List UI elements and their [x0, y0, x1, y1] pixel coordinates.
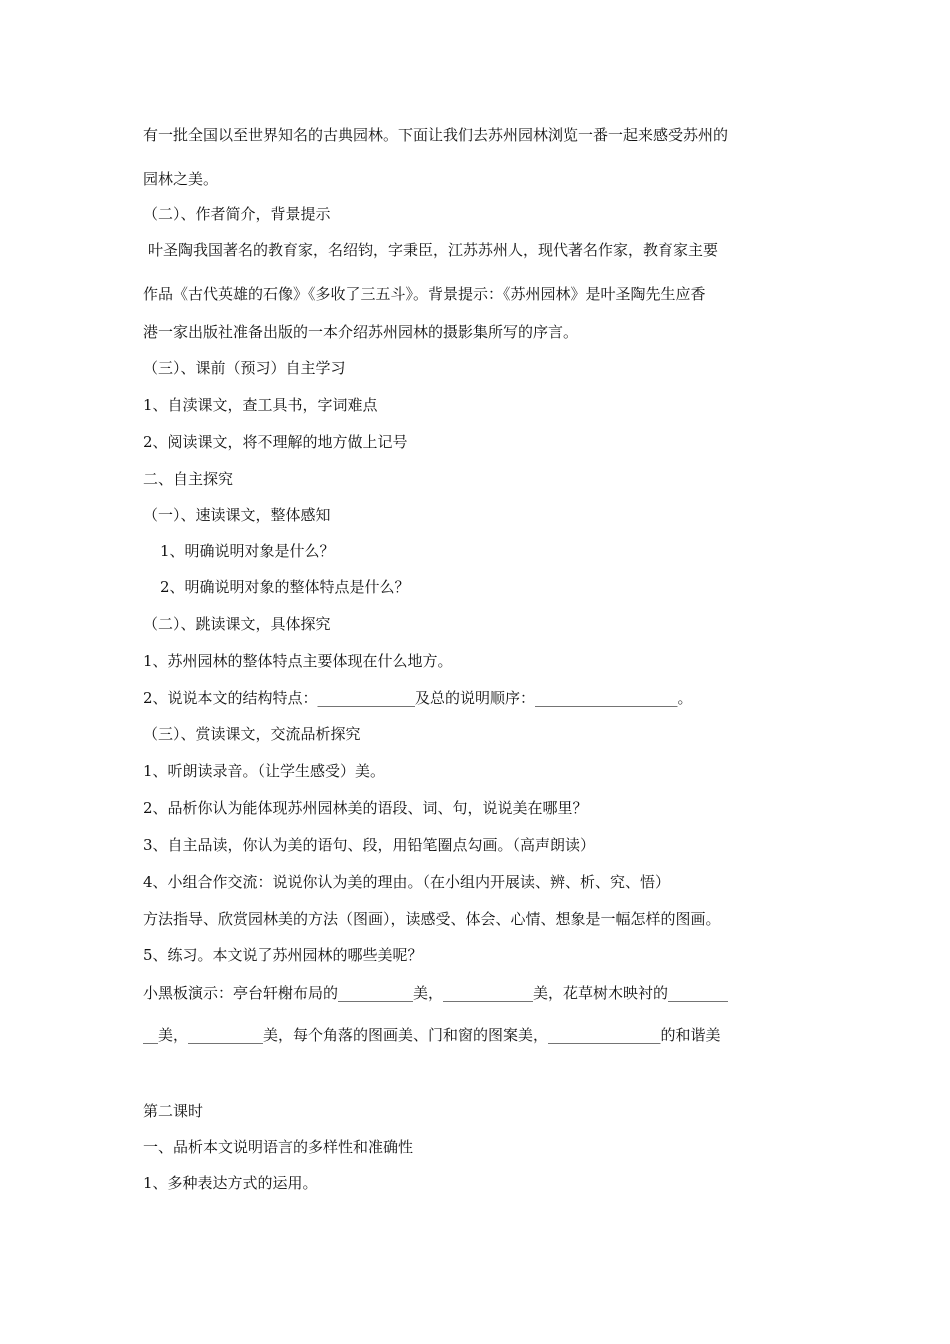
list-item: 2、说说本文的结构特点：_____________及总的说明顺序：___________________。 — [143, 689, 693, 707]
section-heading: （二）、跳读课文，具体探究 — [143, 615, 331, 633]
section-heading: （二）、作者简介，背景提示 — [143, 205, 331, 223]
section-heading: 二、自主探究 — [143, 470, 234, 488]
list-item: 1、多种表达方式的运用。 — [143, 1174, 318, 1192]
section-heading: （三）、课前（预习）自主学习 — [143, 359, 346, 377]
list-item: 2、阅读课文，将不理解的地方做上记号 — [143, 433, 408, 451]
list-item: 2、明确说明对象的整体特点是什么？ — [160, 578, 410, 596]
paragraph-line: 小黑板演示：亭台轩榭布局的__________美，____________美，花草树木映衬的________ — [143, 984, 729, 1002]
list-item: 1、自渎课文，查工具书，字词难点 — [143, 396, 378, 414]
list-item: 1、苏州园林的整体特点主要体现在什么地方。 — [143, 652, 453, 670]
list-item: 2、品析你认为能体现苏州园林美的语段、词、句，说说美在哪里？ — [143, 799, 588, 817]
paragraph-line: 园林之美。 — [143, 170, 219, 188]
section-heading: 一、品析本文说明语言的多样性和准确性 — [143, 1138, 414, 1156]
paragraph-line: 作品《古代英雄的石像》《多收了三五斗》。背景提示：《苏州园林》是叶圣陶先生应香 — [143, 285, 706, 303]
list-item: 4、小组合作交流：说说你认为美的理由。（在小组内开展读、辨、析、究、悟） — [143, 873, 671, 891]
section-heading: （三）、赏读课文，交流品析探究 — [143, 725, 361, 743]
list-item: 5、练习。本文说了苏州园林的哪些美呢？ — [143, 946, 423, 964]
paragraph-line: __美，__________美，每个角落的图画美、门和窗的图案美，_______________的和谐美 — [143, 1026, 721, 1044]
list-item: 3、自主品读，你认为美的语句、段，用铅笔圈点勾画。（高声朗读） — [143, 836, 596, 854]
section-heading: （一）、速读课文，整体感知 — [143, 506, 331, 524]
paragraph-line: 叶圣陶我国著名的教育家，名绍钧，字秉臣，江苏苏州人，现代著名作家，教育家主要 — [148, 241, 719, 259]
list-item: 1、听朗读录音。（让学生感受）美。 — [143, 762, 386, 780]
paragraph-line: 方法指导、欣赏园林美的方法（图画），读感受、体会、心情、想象是一幅怎样的图画。 — [143, 910, 721, 928]
list-item: 1、明确说明对象是什么？ — [160, 542, 335, 560]
section-heading: 第二课时 — [143, 1102, 204, 1120]
paragraph-line: 有一批全国以至世界知名的古典园林。下面让我们去苏州园林浏览一番一起来感受苏州的 — [143, 126, 729, 144]
paragraph-line: 港一家出版社准备出版的一本介绍苏州园林的摄影集所写的序言。 — [143, 323, 579, 341]
